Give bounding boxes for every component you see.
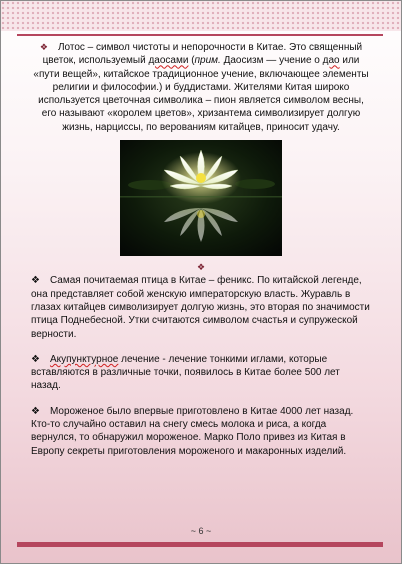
text-segment: Лотос – символ чистоты и непорочности в Китае. Это священный цветок, используемый xyxy=(42,42,363,67)
diamond-bullet-icon: ❖ xyxy=(196,262,206,273)
list-item xyxy=(31,274,371,340)
list-item-text: лечение - лечение тонкими иглами, которые вставляются в различные точки, появилось в Китае более 500 лет назад. xyxy=(31,353,340,392)
spellcheck-word: Акупунктурное xyxy=(49,353,119,365)
list-item xyxy=(31,405,371,458)
diamond-bullet-icon: ❖ xyxy=(31,275,40,287)
list-item-text: Самая почитаемая птица в Китае – феникс. По китайской легенде, она представляет собой женскую императорскую власть. Журавль в глазах китайцев символизирует долгую жизнь, это вторая по значимости птица Поднебесной. Утки считаются символом счастья и супружеской верности. xyxy=(31,275,370,340)
lotus-paragraph xyxy=(31,41,371,134)
text-segment: дао xyxy=(322,55,340,67)
lotus-image-container xyxy=(31,140,371,260)
diamond-bullet-icon: ❖ xyxy=(31,405,40,417)
text-segment: даосами xyxy=(148,55,189,67)
lotus-image xyxy=(120,140,282,256)
decorative-header-band xyxy=(1,1,401,31)
text-segment-italic: прим. xyxy=(194,55,221,67)
top-border-line xyxy=(17,34,383,36)
text-segment: ( xyxy=(188,55,195,67)
list-item-text: Мороженое было впервые приготовлено в Китае 4000 лет назад. Кто-то случайно оставил на снегу смесь молока и риса, а когда вернулся, то обнаружил мороженое. Марко Поло привез из Китая в Европу секреты приготовления мороженого и макаронных изделий. xyxy=(31,405,354,457)
page-content xyxy=(31,41,371,470)
page-number: ~ 6 ~ xyxy=(190,526,212,536)
bottom-border-line xyxy=(17,542,383,547)
text-segment: или «пути вещей», китайское традиционное учение, включающее элементы религии и философии.) и буддистами. Жителями Китая широко используется цветочная символика – пион является символом весны, его называют «королем цветов», хризантема символизирует долгую жизнь, нарциссы, по верованиям китайцев, приносит удачу. xyxy=(33,55,369,133)
text-segment: Даосизм — учение о xyxy=(220,55,323,67)
list-item xyxy=(31,353,371,393)
diamond-bullet-icon: ❖ xyxy=(31,353,40,365)
diamond-bullet-icon: ❖ xyxy=(39,42,48,52)
